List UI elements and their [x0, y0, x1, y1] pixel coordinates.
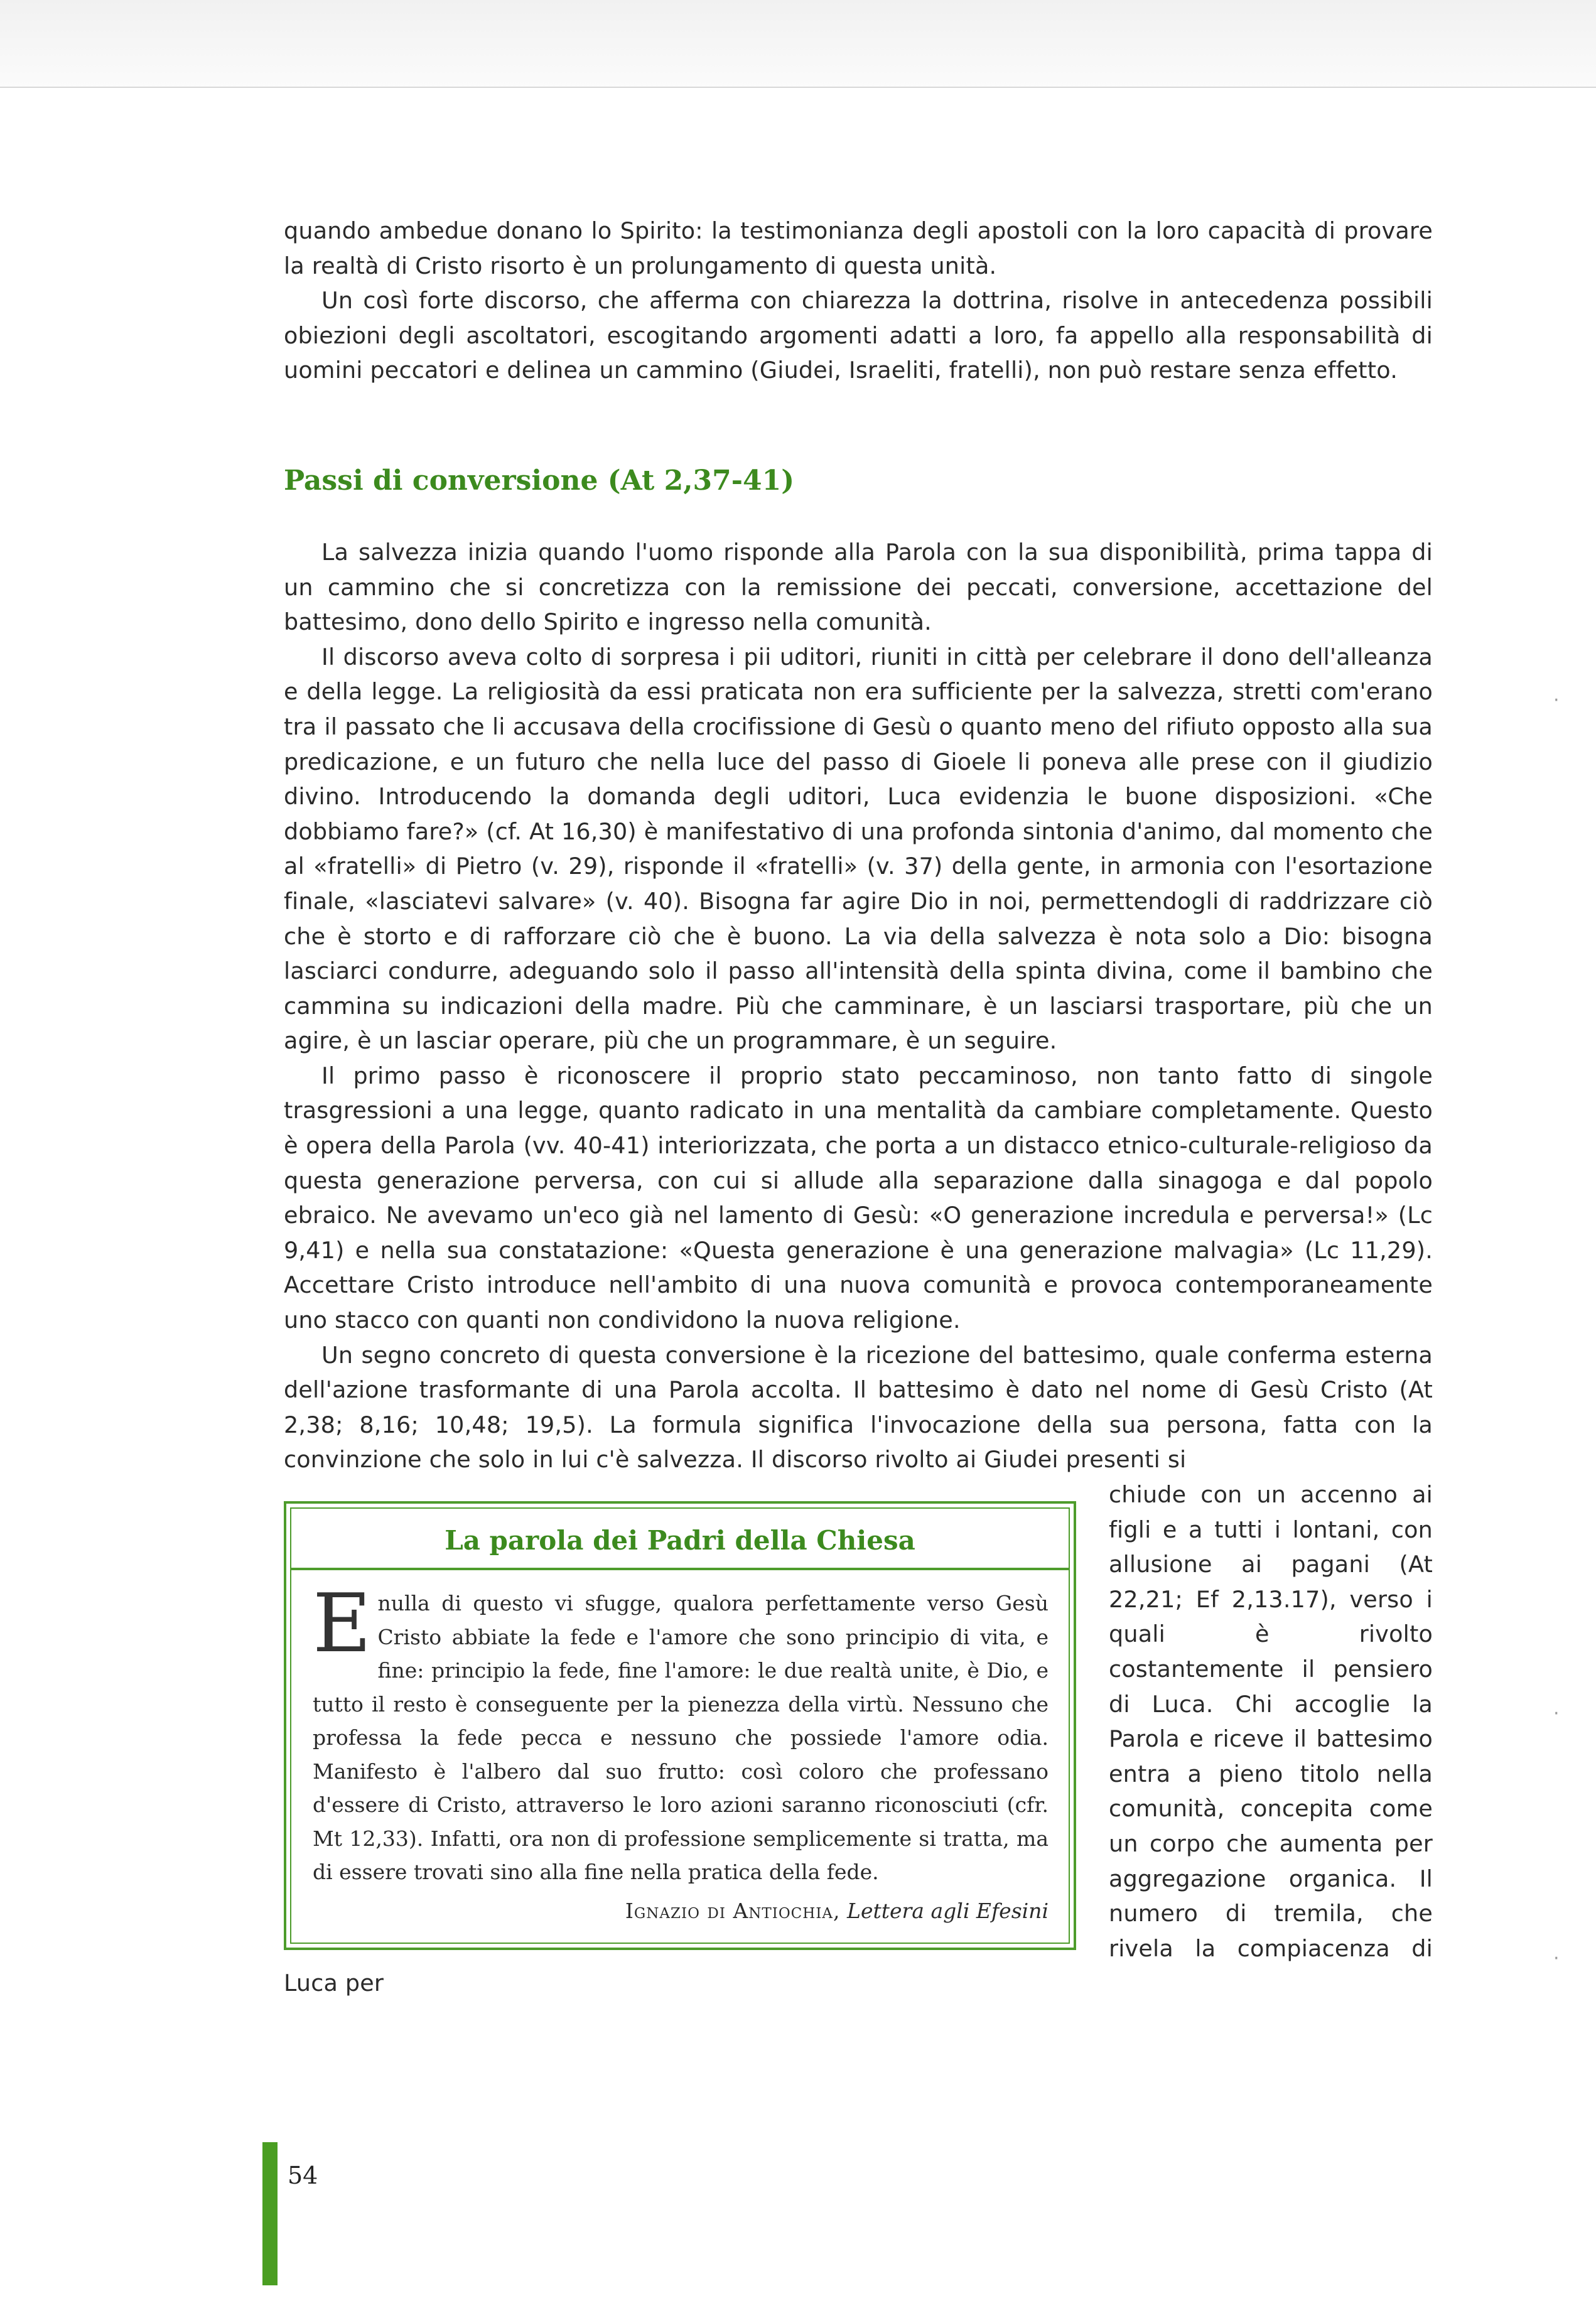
sidebar-quote [291, 1570, 1069, 1943]
sidebar-and-continuation [284, 1477, 1433, 2001]
margin-mark: · [1553, 1948, 1560, 1970]
body-paragraph: Il discorso aveva colto di sorpresa i pii uditori, riuniti in città per celebrare il dono dell'alleanza e della legge. La religiosità da essi praticata non era sufficiente per la salvezza, stretti com'erano tra il passato che li accusava della crocifissione di Gesù o quanto meno del rifiuto opposto alla sua predicazione, e un futuro che nella luce del passo di Gioele li poneva alle prese con il giudizio divino. Introducendo la domanda degli uditori, Luca evidenzia le buone disposizioni. «Che dobbiamo fare?» (cf. At 16,30) è manifestativo di una profonda sintonia d'animo, dal momento che al «fratelli» di Pietro (v. 29), risponde il «fratelli» (v. 37) della gente, in armonia con l'esortazione finale, «lasciatevi salvare» (v. 40). Bisogna far agire Dio in noi, permettendogli di raddrizzare ciò che è storto e di rafforzare ciò che è buono. La via della salvezza è nota solo a Dio: bisogna lasciarci condurre, adeguando solo il passo all'intensità della spinta divina, come il bambino che cammina su indicazioni della madre. Più che camminare, è un lasciarsi trasportare, più che un agire, è un lasciar operare, più che un programmare, è un seguire. [284, 643, 1433, 1055]
body-paragraph-continuation: chiude con un accenno ai figli e a tutti i lontani, con allusione ai pagani (At 22,21; Ef 2,13.17), verso i quali è rivolto costantemente il pensiero di Luca. Chi accoglie la Parola e riceve il battesimo entra a pieno titolo nella comunità, concepita come un corpo che aumenta per aggregazione organica. Il numero di tremila, che rivela la compiacenza di Luca per [284, 1481, 1433, 1997]
margin-mark: · [1553, 1703, 1560, 1725]
drop-cap: E [313, 1577, 372, 1671]
fathers-quote-inner [290, 1507, 1070, 1944]
section-heading: Passi di conversione (At 2,37-41) [284, 464, 795, 497]
body-paragraph: quando ambedue donano lo Spirito: la testimonianza degli apostoli con la loro capacità di provare la realtà di Cristo risorto è un prolungamento di questa unità. [284, 217, 1433, 279]
body-paragraph: Un segno concreto di questa conversione è la ricezione del battesimo, quale conferma esterna dell'azione trasformante di una Parola accolta. Il battesimo è dato nel nome di Gesù Cristo (At 2,38; 8,16; 10,48; 19,5). La formula significa l'invocazione della sua persona, fatta con la convinzione che solo in lui c'è salvezza. Il discorso rivolto ai Giudei presenti si [284, 1341, 1433, 1474]
body-paragraph: La salvezza inizia quando l'uomo risponde alla Parola con la sua disponibilità, prima tappa di un cammino che si concretizza con la remissione dei peccati, conversione, accettazione del battesimo, dono dello Spirito e ingresso nella comunità. [284, 538, 1433, 636]
body-paragraph: Un così forte discorso, che afferma con chiarezza la dottrina, risolve in antecedenza possibili obiezioni degli ascoltatori, escogitando argomenti adatti a loro, fa appello alla responsabilità di uomini peccatori e delinea un cammino (Giudei, Israeliti, fratelli), non può restare senza effetto. [284, 287, 1433, 384]
quote-work: Lettera agli Efesini [847, 1898, 1049, 1923]
page-number: 54 [288, 2162, 318, 2189]
quote-text: nulla di questo vi sfugge, qualora perfettamente verso Gesù Cristo abbiate la fede e l'amore che sono principio di vita, e fine: principio la fede, fine l'amore: le due realtà unite, è Dio, e tutto il resto è conseguente per la pienezza della virtù. Nessuno che professa la fede pecca e nessuno che possiede l'amore odia. Manifesto è l'albero dal suo frutto: così coloro che professano d'essere di Cristo, attraverso le loro azioni saranno riconosciuti (cfr. Mt 12,33). Infatti, ora non di professione semplicemente si tratta, ma di essere trovati sino alla fine nella pratica della fede. [313, 1591, 1049, 1884]
quote-attribution [313, 1894, 1049, 1928]
fathers-quote-box [284, 1501, 1076, 1950]
scan-page-edge [0, 0, 1596, 88]
body-paragraph: Il primo passo è riconoscere il proprio stato peccaminoso, non tanto fatto di singole trasgressioni a una legge, quanto radicato in una mentalità da cambiare completamente. Questo è opera della Parola (vv. 40-41) interiorizzata, che porta a un distacco etnico-culturale-religioso da questa generazione perversa, con cui si allude alla separazione dalla sinagoga e dal popolo ebraico. Ne avevamo un'eco già nel lamento di Gesù: «O generazione incredula e perversa!» (Lc 9,41) e nella sua constatazione: «Questa generazione è una generazione malvagia» (Lc 11,29). Accettare Cristo introduce nell'ambito di una nuova comunità e provoca contemporaneamente uno stacco con quanti non condividono la nuova religione. [284, 1062, 1433, 1334]
quote-author: Ignazio di Antiochia, [625, 1898, 841, 1923]
page-number-marker [262, 2142, 278, 2285]
main-text [284, 213, 1433, 2001]
sidebar-title: La parola dei Padri della Chiesa [291, 1509, 1069, 1570]
margin-mark: · [1553, 689, 1560, 711]
